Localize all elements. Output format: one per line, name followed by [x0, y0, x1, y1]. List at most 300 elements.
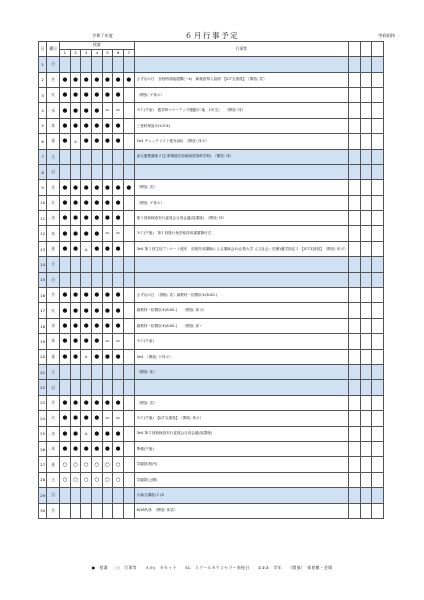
period-mark: SC [116, 338, 121, 343]
period-mark: SC [105, 415, 110, 420]
extra-cell [360, 134, 372, 149]
period-cell [70, 365, 81, 380]
period-mark: ● [94, 338, 100, 345]
extra-cell [348, 72, 360, 87]
event-text: 準備(午後) [134, 441, 348, 456]
day-row [39, 349, 384, 364]
period-mark: ○ [73, 461, 78, 468]
event-text: 3h4 第１回生徒アンケート配布 前規外部講師による講演会①(山梨大学 人文社会・医療)運学指定１ 【ICT支援員】 （開放: 体ボ） [134, 241, 348, 256]
period-cell [70, 57, 81, 72]
period-cell [60, 457, 71, 472]
period-cell [113, 303, 124, 318]
period-cell [60, 87, 71, 102]
extra-cell [348, 457, 360, 472]
period-cell [91, 211, 102, 226]
period-mark: ● [94, 430, 100, 437]
period-cell [123, 257, 134, 272]
period-mark: ● [115, 323, 121, 330]
period-cell [60, 134, 71, 149]
period-header: 6 [113, 49, 124, 57]
period-mark: ● [83, 107, 89, 114]
period-mark: ○ [115, 461, 121, 468]
period-mark: ○ [94, 461, 100, 468]
period-cell [123, 303, 134, 318]
day-row [39, 72, 384, 87]
extra-cell [348, 87, 360, 102]
extra-cell [360, 349, 372, 364]
period-cell [81, 303, 92, 318]
page-title: ６月行事予定 [184, 31, 240, 40]
period-cell [113, 180, 124, 195]
period-cell [70, 472, 81, 487]
day-row [39, 257, 384, 272]
period-cell [123, 411, 134, 426]
period-cell [81, 211, 92, 226]
period-mark: ● [83, 415, 89, 422]
period-mark: ● [83, 338, 89, 345]
period-cell [102, 472, 113, 487]
period-cell [91, 103, 102, 118]
period-cell [113, 441, 124, 456]
extra-cell [360, 257, 372, 272]
period-cell [81, 426, 92, 441]
extra-cell [348, 441, 360, 456]
period-cell [102, 288, 113, 303]
period-mark: ● [73, 353, 78, 360]
extra-cell [372, 211, 384, 226]
period-header: 4 [91, 49, 102, 57]
period-cell [81, 149, 92, 164]
period-cell [70, 272, 81, 287]
extra-cell [348, 57, 360, 72]
period-mark: ● [73, 76, 78, 83]
period-cell [102, 426, 113, 441]
extra-cell [348, 334, 360, 349]
event-text: 高大連携講座２(生命環境学部地域食物科学科) （開放: 体） [134, 149, 348, 164]
period-mark: ● [83, 292, 89, 299]
day-row [39, 334, 384, 349]
period-cell [102, 57, 113, 72]
period-cell [102, 303, 113, 318]
weekday: 金 [47, 241, 60, 256]
period-cell [113, 318, 124, 333]
period-cell [81, 488, 92, 503]
period-cell [123, 103, 134, 118]
extra-cell [372, 257, 384, 272]
period-mark: ● [105, 138, 110, 145]
period-cell [102, 441, 113, 456]
period-cell [102, 87, 113, 102]
period-mark: ● [94, 246, 100, 253]
extra-cell [372, 488, 384, 503]
extra-cell [348, 503, 360, 518]
period-cell [60, 503, 71, 518]
day-number: 19 [39, 334, 47, 349]
period-cell [113, 87, 124, 102]
period-mark: ● [94, 199, 100, 206]
period-cell [60, 149, 71, 164]
table-header [39, 42, 384, 57]
period-cell [60, 72, 71, 87]
event-text: （開放: 武） [134, 395, 348, 410]
period-mark: ● [73, 338, 78, 345]
day-number: 2 [39, 72, 47, 87]
period-cell [60, 380, 71, 395]
day-number: 14 [39, 257, 47, 272]
event-text: 3h4 第２回新検査実行委員会合同会議(放課後) [134, 426, 348, 441]
period-cell [70, 149, 81, 164]
period-mark: ● [105, 353, 110, 360]
period-cell [123, 441, 134, 456]
period-cell [70, 180, 81, 195]
extra-cell [348, 180, 360, 195]
period-mark: ● [115, 199, 121, 206]
period-cell [81, 180, 92, 195]
events-header: 行事等 [134, 42, 348, 57]
extra-cell [348, 318, 360, 333]
period-cell [113, 257, 124, 272]
day-number: 30 [39, 503, 47, 518]
period-cell [123, 288, 134, 303]
extra-cell [348, 411, 360, 426]
period-cell [102, 365, 113, 380]
period-mark: ● [105, 92, 110, 99]
period-cell [113, 488, 124, 503]
extra-cell [372, 472, 384, 487]
day-row [39, 503, 384, 518]
day-row [39, 272, 384, 287]
period-cell [70, 318, 81, 333]
period-mark: ● [83, 122, 89, 129]
period-cell [70, 241, 81, 256]
period-cell [91, 134, 102, 149]
period-mark: ● [105, 446, 110, 453]
period-mark: ● [105, 307, 110, 314]
extra-cell [348, 195, 360, 210]
day-number: 12 [39, 226, 47, 241]
period-mark: ● [115, 446, 121, 453]
period-cell [123, 241, 134, 256]
period-cell [102, 349, 113, 364]
period-cell [113, 103, 124, 118]
period-cell [70, 349, 81, 364]
day-number: 18 [39, 318, 47, 333]
day-number: 25 [39, 426, 47, 441]
period-mark: ● [94, 184, 100, 191]
extra-header-1 [348, 42, 360, 57]
event-text: 学園祭(校内) [134, 457, 348, 472]
period-cell [60, 57, 71, 72]
period-cell [91, 488, 102, 503]
period-mark: ● [73, 292, 78, 299]
period-mark: ○ [62, 461, 68, 468]
period-mark: ○ [83, 476, 89, 483]
period-cell [91, 441, 102, 456]
period-cell [91, 149, 102, 164]
event-text: 小論文講座(２)③ [134, 488, 348, 503]
period-mark: ● [62, 323, 68, 330]
day-row [39, 488, 384, 503]
period-cell [70, 441, 81, 456]
extra-cell [348, 241, 360, 256]
day-number: 28 [39, 472, 47, 487]
period-cell [70, 488, 81, 503]
period-cell [113, 503, 124, 518]
extra-cell [360, 195, 372, 210]
period-mark: ● [62, 107, 68, 114]
period-cell [102, 149, 113, 164]
period-mark: ● [73, 446, 78, 453]
day-number: 24 [39, 411, 47, 426]
extra-cell [372, 180, 384, 195]
extra-cell [348, 134, 360, 149]
period-mark: ● [105, 215, 110, 222]
day-number: 22 [39, 380, 47, 395]
period-cell [113, 118, 124, 133]
period-mark: ● [73, 92, 78, 99]
period-cell [102, 380, 113, 395]
period-mark: ● [105, 430, 110, 437]
day-number: 17 [39, 303, 47, 318]
extra-cell [360, 457, 372, 472]
period-cell [113, 349, 124, 364]
day-row [39, 195, 384, 210]
period-cell [102, 72, 113, 87]
period-mark: ● [83, 323, 89, 330]
period-cell [91, 426, 102, 441]
period-header: 1 [60, 49, 71, 57]
extra-cell [372, 195, 384, 210]
period-cell [70, 226, 81, 241]
extra-cell [372, 103, 384, 118]
period-cell [91, 349, 102, 364]
period-mark: ● [115, 292, 121, 299]
period-mark: ● [83, 215, 89, 222]
period-mark: ● [115, 399, 121, 406]
period-cell [102, 195, 113, 210]
period-mark: ● [83, 199, 89, 206]
period-mark: ● [94, 76, 100, 83]
day-number: 9 [39, 180, 47, 195]
event-text: さずなの日 各校時面接週間(～4) 新検査導入説明 【ICT支援員】 （開放: 武） [134, 72, 348, 87]
period-mark: ● [105, 122, 110, 129]
period-cell [81, 257, 92, 272]
period-mark: ● [83, 446, 89, 453]
period-cell [70, 503, 81, 518]
period-cell [123, 118, 134, 133]
period-mark: ● [62, 353, 68, 360]
period-mark: ● [62, 92, 68, 99]
extra-cell [348, 272, 360, 287]
period-header: 7 [123, 49, 134, 57]
period-cell [113, 380, 124, 395]
class-header: 授業 [60, 42, 135, 50]
event-text: さずなの日 （開放: 武）副教材一括徴収①(8:00-) [134, 288, 348, 303]
extra-cell [372, 164, 384, 179]
period-cell [102, 457, 113, 472]
weekday: 土 [47, 149, 60, 164]
event-text: 副教材一括徴収②(8:00-) （開放: 体ボ） [134, 303, 348, 318]
extra-cell [360, 241, 372, 256]
period-mark: ● [73, 415, 78, 422]
period-cell [113, 365, 124, 380]
extra-cell [348, 365, 360, 380]
day-row [39, 441, 384, 456]
event-text: 三者科保説①(①②③) [134, 118, 348, 133]
extra-cell [360, 180, 372, 195]
day-row [39, 303, 384, 318]
extra-cell [348, 303, 360, 318]
day-number: 26 [39, 441, 47, 456]
period-cell [113, 472, 124, 487]
period-cell [70, 87, 81, 102]
period-cell [102, 103, 113, 118]
day-row [39, 457, 384, 472]
period-cell [113, 334, 124, 349]
extra-cell [360, 395, 372, 410]
period-mark: ○ [94, 476, 100, 483]
period-cell [123, 164, 134, 179]
period-cell [60, 303, 71, 318]
period-cell [102, 241, 113, 256]
weekday: 木 [47, 226, 60, 241]
period-mark: ● [115, 138, 121, 145]
period-mark: ○ [105, 476, 110, 483]
weekday: 土 [47, 472, 60, 487]
period-cell [60, 180, 71, 195]
extra-cell [360, 318, 372, 333]
extra-cell [360, 226, 372, 241]
period-cell [70, 211, 81, 226]
period-mark: ● [62, 292, 68, 299]
period-cell [91, 472, 102, 487]
period-cell [113, 226, 124, 241]
extra-cell [360, 103, 372, 118]
period-cell [113, 241, 124, 256]
day-number: 3 [39, 87, 47, 102]
period-cell [102, 226, 113, 241]
period-cell [123, 211, 134, 226]
weekday: 水 [47, 211, 60, 226]
period-cell [91, 87, 102, 102]
event-text: 6/28代休 （開放: 体武） [134, 503, 348, 518]
period-cell [60, 272, 71, 287]
extra-cell [360, 72, 372, 87]
period-mark: ● [62, 430, 68, 437]
period-cell [60, 441, 71, 456]
day-row [39, 87, 384, 102]
period-cell [91, 226, 102, 241]
period-mark: ● [73, 122, 78, 129]
period-mark: ● [94, 230, 100, 237]
day-row [39, 288, 384, 303]
event-text [134, 57, 348, 72]
extra-cell [372, 272, 384, 287]
day-row [39, 241, 384, 256]
period-mark: ● [115, 122, 121, 129]
period-mark: ● [115, 246, 121, 253]
period-cell [102, 411, 113, 426]
event-text: （開放: ゲ体ボ） [134, 87, 348, 102]
day-number: 15 [39, 272, 47, 287]
period-cell [102, 318, 113, 333]
period-cell [81, 318, 92, 333]
period-header: 2 [70, 49, 81, 57]
day-number: 20 [39, 349, 47, 364]
extra-cell [360, 441, 372, 456]
period-mark: ● [105, 246, 110, 253]
period-cell [91, 503, 102, 518]
day-number: 6 [39, 134, 47, 149]
period-cell [123, 195, 134, 210]
period-cell [123, 272, 134, 287]
period-mark: A [74, 139, 77, 144]
day-number: 5 [39, 118, 47, 133]
extra-cell [360, 303, 372, 318]
period-mark: ● [62, 338, 68, 345]
weekday: 土 [47, 257, 60, 272]
period-cell [70, 103, 81, 118]
legend: ● 授業 ○ 行事等 Ａ(h) カセット SC スクールカウンセラー来校日 ①②③ 学年 （開放） 体育館・会場 [91, 565, 333, 570]
period-mark: ● [105, 184, 110, 191]
day-header: 日 [39, 42, 47, 57]
period-mark: ● [94, 323, 100, 330]
extra-cell [348, 103, 360, 118]
period-mark: ● [83, 184, 89, 191]
extra-cell [360, 380, 372, 395]
period-cell [102, 488, 113, 503]
period-header: 5 [102, 49, 113, 57]
extra-cell [372, 57, 384, 72]
day-number: 13 [39, 241, 47, 256]
period-header: 3 [81, 49, 92, 57]
extra-cell [360, 365, 372, 380]
period-mark: ● [94, 353, 100, 360]
period-mark: SC [105, 338, 110, 343]
day-row [39, 211, 384, 226]
extra-cell [348, 164, 360, 179]
extra-cell [348, 488, 360, 503]
extra-cell [372, 87, 384, 102]
event-text: ＳＣ(午前) [134, 334, 348, 349]
extra-cell [372, 118, 384, 133]
period-cell [91, 257, 102, 272]
period-mark: SC [105, 107, 110, 112]
period-mark: ● [73, 323, 78, 330]
period-mark: ○ [83, 461, 89, 468]
schedule-table [38, 41, 384, 519]
period-cell [70, 164, 81, 179]
event-text: 3h4 （開放: ゲ体ボ） [134, 349, 348, 364]
period-cell [81, 57, 92, 72]
period-cell [113, 426, 124, 441]
day-row [39, 149, 384, 164]
period-mark: ● [94, 215, 100, 222]
period-cell [123, 380, 134, 395]
weekday: 金 [47, 349, 60, 364]
period-mark: ● [105, 199, 110, 206]
period-cell [91, 334, 102, 349]
period-mark: ● [62, 307, 68, 314]
extra-cell [360, 488, 372, 503]
weekday: 水 [47, 103, 60, 118]
period-cell [70, 72, 81, 87]
period-cell [81, 334, 92, 349]
period-cell [81, 226, 92, 241]
period-mark: ● [94, 122, 100, 129]
extra-cell [348, 426, 360, 441]
period-mark: ● [73, 230, 78, 237]
